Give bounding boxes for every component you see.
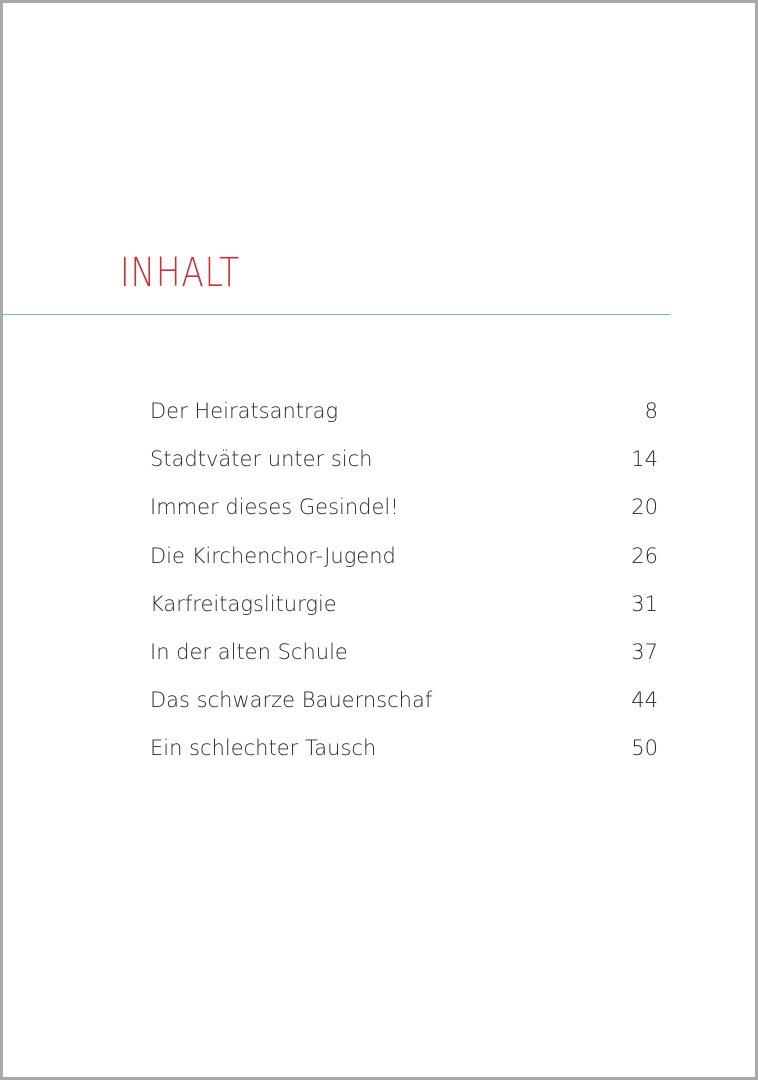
toc-entry-title: Der Heiratsantrag — [150, 399, 339, 423]
toc-entry[interactable] — [150, 680, 658, 728]
toc-entry-page: 50 — [631, 736, 658, 761]
toc-entry-title: Das schwarze Bauernschaf — [150, 688, 433, 713]
toc-entry-title: Stadtväter unter sich — [150, 447, 373, 472]
toc-entry-page: 44 — [631, 688, 658, 713]
toc-entry-page: 31 — [631, 591, 658, 616]
page-title: INHALT — [120, 250, 241, 296]
toc-entry-page: 20 — [631, 495, 658, 520]
toc-entry-title: Ein schlechter Tausch — [150, 736, 377, 761]
toc-entry[interactable] — [150, 632, 658, 680]
toc-entry-title: Die Kirchenchor-Jugend — [150, 543, 396, 568]
toc-entry[interactable] — [150, 439, 658, 487]
title-divider — [3, 314, 670, 315]
toc-entry-title: Immer dieses Gesindel! — [150, 495, 399, 520]
toc-entry-page: 14 — [631, 447, 658, 472]
toc-entry-page: 26 — [631, 543, 658, 568]
toc-entry[interactable] — [150, 391, 658, 439]
toc-entry-page: 8 — [644, 399, 658, 423]
toc-entry-title: In der alten Schule — [150, 639, 348, 664]
toc-entry[interactable] — [150, 584, 658, 632]
toc-entry[interactable] — [150, 728, 658, 776]
table-of-contents — [150, 391, 658, 777]
toc-entry-title: Karfreitagsliturgie — [150, 591, 337, 616]
toc-entry[interactable] — [150, 536, 658, 584]
toc-entry[interactable] — [150, 487, 658, 535]
toc-entry-page: 37 — [631, 639, 658, 664]
